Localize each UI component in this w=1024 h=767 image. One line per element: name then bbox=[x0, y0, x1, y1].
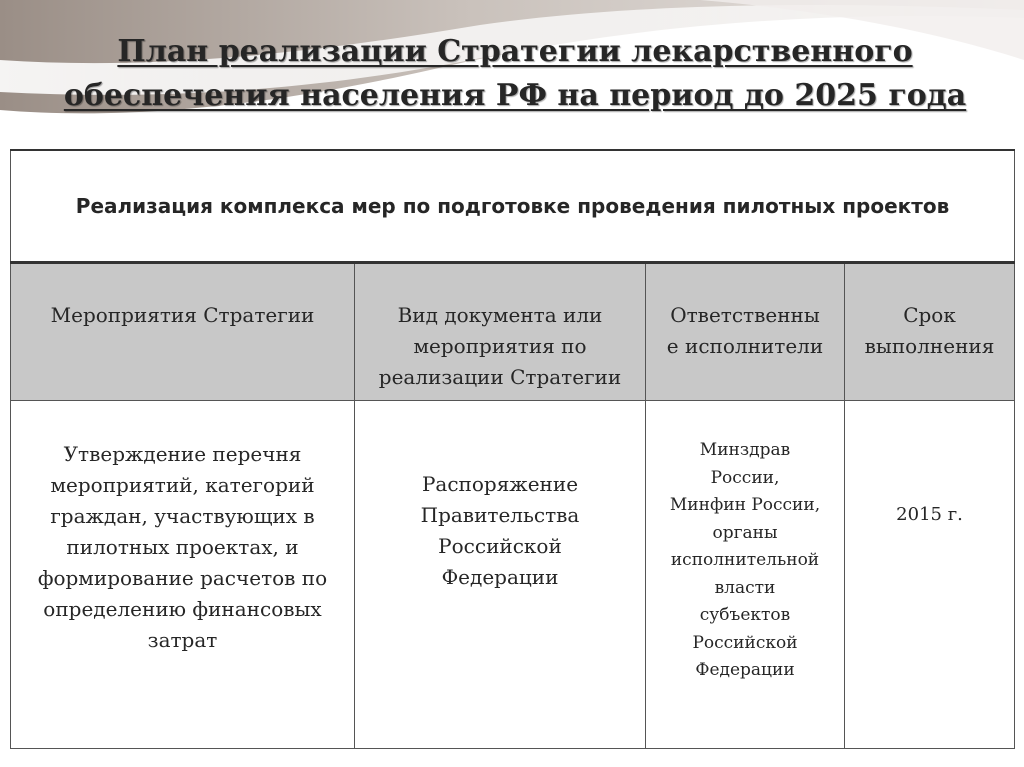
slide-title-line-1: План реализации Стратегии лекарственного bbox=[117, 34, 913, 69]
header-deadline: Срок выполнения bbox=[845, 263, 1015, 401]
cell-responsible: Минздрав России, Минфин России, органы исполнительной власти субъектов Российской Федерации bbox=[646, 401, 845, 749]
cell-document: Распоряжение Правительства Российской Федерации bbox=[355, 401, 646, 749]
header-document: Вид документа или мероприятия по реализации Стратегии bbox=[355, 263, 646, 401]
slide-title bbox=[30, 30, 1000, 118]
section-title-row bbox=[11, 150, 1015, 263]
strategy-plan-table bbox=[10, 149, 1015, 749]
cell-deadline: 2015 г. bbox=[845, 401, 1015, 749]
table-header-row bbox=[11, 263, 1015, 401]
slide-title-line-2: обеспечения населения РФ на период до 2025 года bbox=[63, 78, 967, 113]
table-row bbox=[11, 401, 1015, 749]
header-responsible: Ответственны е исполнители bbox=[646, 263, 845, 401]
section-title: Реализация комплекса мер по подготовке проведения пилотных проектов bbox=[11, 150, 1015, 263]
header-measures: Мероприятия Стратегии bbox=[11, 263, 355, 401]
cell-measure: Утверждение перечня мероприятий, категорий граждан, участвующих в пилотных проектах, и формирование расчетов по определению финансовых затрат bbox=[11, 401, 355, 749]
